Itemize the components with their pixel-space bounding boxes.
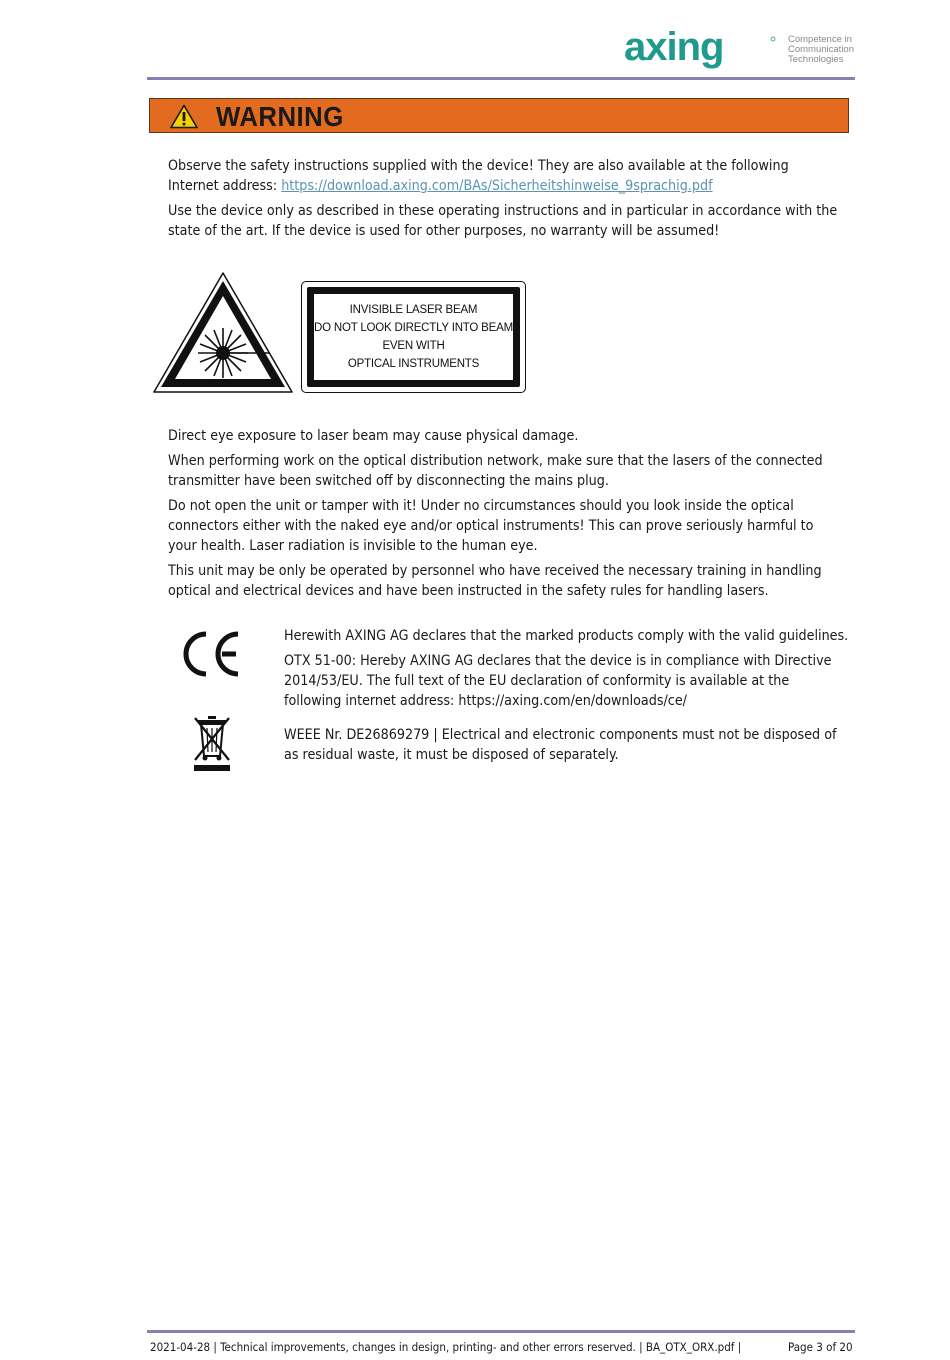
safety-instructions-paragraph [168,156,843,196]
warning-banner [149,98,849,133]
optical-network-paragraph: When performing work on the optical distribution network, make sure that the lasers of the connected transmitter have been switched off by disconnecting the mains plug. [168,453,823,489]
laser-label-line: EVEN WITH [382,340,445,352]
tamper-warning-paragraph: Do not open the unit or tamper with it! Under no circumstances should you look inside the optical connectors either with the naked eye and/or optical instruments! This can prove seriously harmful to your health. Laser radiation is invisible to the human eye. [168,498,814,554]
brand-tagline [788,35,860,65]
laser-label-frame [307,287,520,387]
weee-bin-icon [192,714,232,774]
tagline-line: Technologies [788,54,844,65]
eye-exposure-paragraph: Direct eye exposure to laser beam may cause physical damage. [168,428,579,444]
warning-triangle-icon [170,104,198,129]
ce-mark-icon [182,630,242,678]
header-rule [147,77,855,80]
axing-wordmark [622,30,782,72]
footer-rule [147,1330,855,1333]
laser-warning-label [301,281,526,393]
ce-conformity-paragraph: OTX 51-00: Hereby AXING AG declares that the device is in compliance with Directive 2014/53/EU. The full text of the EU declaration of conformity is available at the following internet address: https://axing.com/en/downloads/ce/ [284,653,832,709]
footer-info: 2021-04-28 | Technical improvements, changes in design, printing- and other errors reserved. | BA_OTX_ORX.pdf | [150,1340,742,1354]
tagline-line: Competence in [788,34,852,45]
safety-instructions-link[interactable]: https://download.axing.com/BAs/Sicherheitshinweise_9sprachig.pdf [281,178,713,194]
laser-label-line: INVISIBLE LASER BEAM [349,304,478,316]
laser-label-line: DO NOT LOOK DIRECTLY INTO BEAM [314,322,513,334]
tagline-line: Communication [788,44,854,55]
brand-wordmark: axing [624,30,724,69]
laser-warning-icon [152,271,294,395]
personnel-paragraph: This unit may be only be operated by personnel who have received the necessary training in handling optical and electrical devices and have been instructed in the safety rules for handling lasers. [168,563,822,599]
laser-label-line: OPTICAL INSTRUMENTS [347,358,480,370]
safety-instructions-text: Observe the safety instructions supplied with the device! They are also available at the following Internet address: [168,158,789,194]
device-usage-paragraph: Use the device only as described in these operating instructions and in particular in accordance with the state of the art. If the device is used for other purposes, no warranty will be assumed! [168,203,838,239]
page-number: Page 3 of 20 [788,1340,853,1354]
ce-declaration-paragraph: Herewith AXING AG declares that the marked products comply with the valid guidelines. [284,628,849,644]
weee-paragraph: WEEE Nr. DE26869279 | Electrical and electronic components must not be disposed of as residual waste, it must be disposed of separately. [284,727,837,763]
warning-title: WARNING [216,101,344,132]
axing-logo [622,30,857,72]
